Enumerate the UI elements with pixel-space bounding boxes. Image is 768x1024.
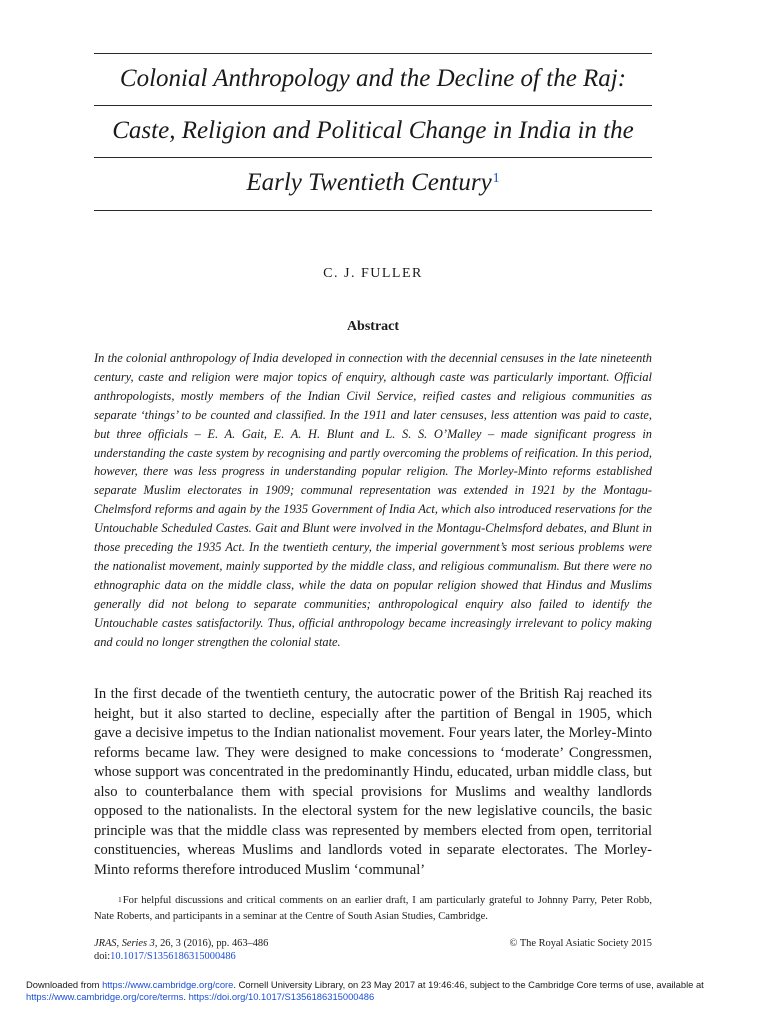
- abstract-heading: Abstract: [346, 319, 400, 334]
- copyright-notice: © The Royal Asiatic Society 2015: [509, 938, 652, 949]
- footnote-mark: 1: [118, 895, 122, 904]
- doi-link[interactable]: 10.1017/S1356186315000486: [110, 951, 236, 962]
- footnote-text: For helpful discussions and critical comments on an earlier draft, I am particularly grateful to Johnny Parry, Peter Robb, Nate Roberts, and participants in a seminar at the Centre of South Asian Studies, Cambridge.: [94, 895, 652, 922]
- title-rule-3: [94, 157, 652, 158]
- journal-details: , 26, 3 (2016), pp. 463–486: [154, 938, 269, 949]
- title-line-3: [94, 168, 652, 198]
- download-text-3: .: [183, 991, 189, 1003]
- title-line-3-text: Early Twentieth Century: [246, 169, 492, 196]
- author-name: C. J. FULLER: [323, 266, 423, 281]
- body-paragraph-1: In the first decade of the twentieth century, the autocratic power of the British Raj reached its height, but it also started to decline, especially after the partition of Bengal in 1905, which gave a decisive impetus to the Indian nationalist movement. Four years later, the Morley-Minto reforms became law. They were designed to make concessions to ‘moderate’ Congressmen, whose support was concentrated in the predominantly Hindu, educated, urban middle class, but also to counterbalance them with special provisions for Muslims and wealthy landlords opposed to the nationalists. In the electoral system for the new legislative councils, the basic principle was that the middle class was represented by members elected from open, territorial constituencies, whereas Muslims and landlords voted in separate electorates. The Morley-Minto reforms therefore introduced Muslim ‘communal’: [94, 686, 652, 878]
- doi-prefix: doi:: [94, 951, 111, 962]
- title-bottom-rule: [94, 210, 652, 211]
- doi-line: [94, 950, 236, 964]
- title-line-2: Caste, Religion and Political Change in India in the: [112, 117, 634, 144]
- cambridge-core-link[interactable]: https://www.cambridge.org/core: [102, 979, 234, 990]
- title-line-1: Colonial Anthropology and the Decline of the Raj:: [119, 65, 627, 92]
- doi-url-link[interactable]: https://doi.org/10.1017/S1356186315000486: [188, 991, 375, 1003]
- title-top-rule: [94, 53, 652, 54]
- abstract-text: In the colonial anthropology of India developed in connection with the decennial censuses in the late nineteenth century, caste and religion were major topics of enquiry, although caste was particularly important. Official anthropologists, mostly members of the Indian Civil Service, reified castes and religious communities as separate ‘things’ to be counted and classified. In the 1911 and later censuses, less attention was paid to caste, but three officials – E. A. Gait, E. A. H. Blunt and L. S. S. O’Malley – made significant progress in understanding the caste system by recognising and partly overcoming the problems of reification. In this period, however, there was less progress in understanding popular religion. The Morley-Minto reforms established separate Muslim electorates in 1909; communal representation was extended in 1921 by the Montagu-Chelmsford reforms and again by the 1935 Government of India Act, which also introduced reservations for the Untouchable Scheduled Castes. Gait and Blunt were involved in the Montagu-Chelmsford debates, and Blunt in those preceding the 1935 Act. In the twentieth century, the imperial government’s most serious problems were the nationalist movement, mainly supported by the middle class, and religious communalism. But there were no ethnographic data on the middle class, while the data on popular religion showed that Hindus and Muslims generally did not belong to separate communities; anthropological enquiry also failed to identify the Untouchable castes satisfactorily. Thus, official anthropology became increasingly irrelevant to policy making and could no longer strengthen the colonial state.: [94, 351, 652, 649]
- journal-name: JRAS, Series 3: [94, 938, 155, 949]
- download-text-2: . Cornell University Library, on 23 May 2017 at 19:46:46, subject to the Cambridge Core terms of use, available at: [233, 979, 704, 990]
- download-notice: [26, 979, 746, 1004]
- journal-citation: [94, 937, 268, 951]
- download-text-1: Downloaded from: [26, 979, 103, 990]
- title-footnote-ref[interactable]: 1: [492, 171, 500, 186]
- terms-link[interactable]: https://www.cambridge.org/core/terms: [26, 991, 184, 1003]
- title-rule-2: [94, 105, 652, 106]
- footnote-1: [94, 893, 652, 924]
